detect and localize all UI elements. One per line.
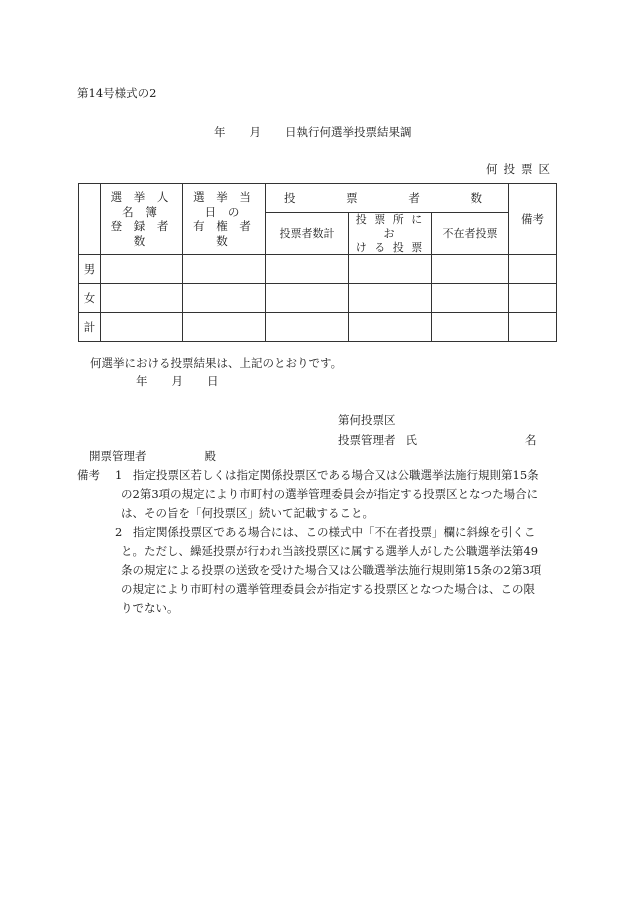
title-year: 年 bbox=[214, 125, 226, 139]
date-line bbox=[136, 373, 219, 389]
name-char-1: 氏 bbox=[405, 433, 417, 447]
admin-label: 投票管理者 bbox=[338, 433, 396, 447]
table-cell[interactable] bbox=[183, 284, 266, 313]
table-cell[interactable] bbox=[183, 255, 266, 284]
date-day: 日 bbox=[207, 374, 219, 388]
header-polling-station: 投 票 所 に お け る 投 票 bbox=[349, 213, 432, 255]
row-label-male: 男 bbox=[79, 255, 101, 284]
table-row bbox=[79, 284, 557, 313]
header-voters: 投 票 者 数 bbox=[266, 184, 509, 213]
note-2-line-5: りでない。 bbox=[121, 601, 179, 615]
note-2-line-2: と。ただし、繰延投票が行われ当該投票区に属する選挙人がした公職選挙法第49 bbox=[121, 544, 539, 558]
notes-label: 備考 bbox=[77, 468, 100, 482]
result-table bbox=[78, 183, 557, 342]
table-cell[interactable] bbox=[349, 313, 432, 342]
table-cell[interactable] bbox=[509, 255, 557, 284]
row-label-total: 計 bbox=[79, 313, 101, 342]
table-cell[interactable] bbox=[349, 284, 432, 313]
table-cell[interactable] bbox=[432, 255, 509, 284]
header-absentee: 不在者投票 bbox=[432, 213, 509, 255]
table-cell[interactable] bbox=[432, 313, 509, 342]
corner-cell bbox=[79, 184, 101, 255]
note-2-number: 2 bbox=[115, 525, 123, 539]
note-2-line-4: の規定により市町村の選挙管理委員会が指定する投票区となつた場合は、この限 bbox=[121, 582, 535, 596]
header-total-voters: 投票者数計 bbox=[266, 213, 349, 255]
document-title bbox=[214, 124, 412, 140]
row-label-female: 女 bbox=[79, 284, 101, 313]
header-remarks: 備考 bbox=[509, 184, 557, 255]
name-char-2: 名 bbox=[525, 433, 537, 447]
statement-text: 何選挙における投票結果は、上記のとおりです。 bbox=[90, 356, 343, 370]
date-month: 月 bbox=[171, 374, 183, 388]
note-1-line-3: は、その旨を「何投票区」続いて記載すること。 bbox=[121, 506, 374, 520]
note-1-number: 1 bbox=[115, 468, 123, 482]
date-year: 年 bbox=[136, 374, 148, 388]
table-cell[interactable] bbox=[266, 313, 349, 342]
signature-admin-line bbox=[338, 432, 537, 448]
title-rest: 日執行何選挙投票結果調 bbox=[285, 125, 412, 139]
district-label: 何投票区 bbox=[486, 162, 556, 176]
note-2-line-1: 指定関係投票区である場合には、この様式中「不在者投票」欄に斜線を引くこ bbox=[133, 525, 536, 539]
table-cell[interactable] bbox=[101, 313, 183, 342]
table-cell[interactable] bbox=[183, 313, 266, 342]
form-number: 第14号様式の2 bbox=[77, 86, 157, 100]
note-1-line-1: 指定投票区若しくは指定関係投票区である場合又は公職選挙法施行規則第15条 bbox=[133, 468, 539, 482]
table-cell[interactable] bbox=[101, 284, 183, 313]
header-registered: 選 挙 人 名 簿 登 録 者 数 bbox=[101, 184, 183, 255]
note-2-line-3: 条の規定による投票の送致を受けた場合又は公職選挙法施行規則第15条の2第3項 bbox=[121, 563, 542, 577]
table-cell[interactable] bbox=[349, 255, 432, 284]
dono: 殿 bbox=[204, 449, 216, 463]
table-cell[interactable] bbox=[432, 284, 509, 313]
header-eligible: 選 挙 当 日 の 有 権 者 数 bbox=[183, 184, 266, 255]
counting-admin-label: 開票管理者 bbox=[89, 449, 147, 463]
table-cell[interactable] bbox=[266, 255, 349, 284]
table-cell[interactable] bbox=[509, 284, 557, 313]
counting-admin-line bbox=[89, 448, 216, 464]
table-cell[interactable] bbox=[509, 313, 557, 342]
table-cell[interactable] bbox=[266, 284, 349, 313]
table-cell[interactable] bbox=[101, 255, 183, 284]
table-row bbox=[79, 313, 557, 342]
table-row bbox=[79, 255, 557, 284]
signature-district: 第何投票区 bbox=[338, 413, 396, 427]
title-month: 月 bbox=[249, 125, 261, 139]
note-1-line-2: の2第3項の規定により市町村の選挙管理委員会が指定する投票区となつた場合に bbox=[121, 487, 539, 501]
